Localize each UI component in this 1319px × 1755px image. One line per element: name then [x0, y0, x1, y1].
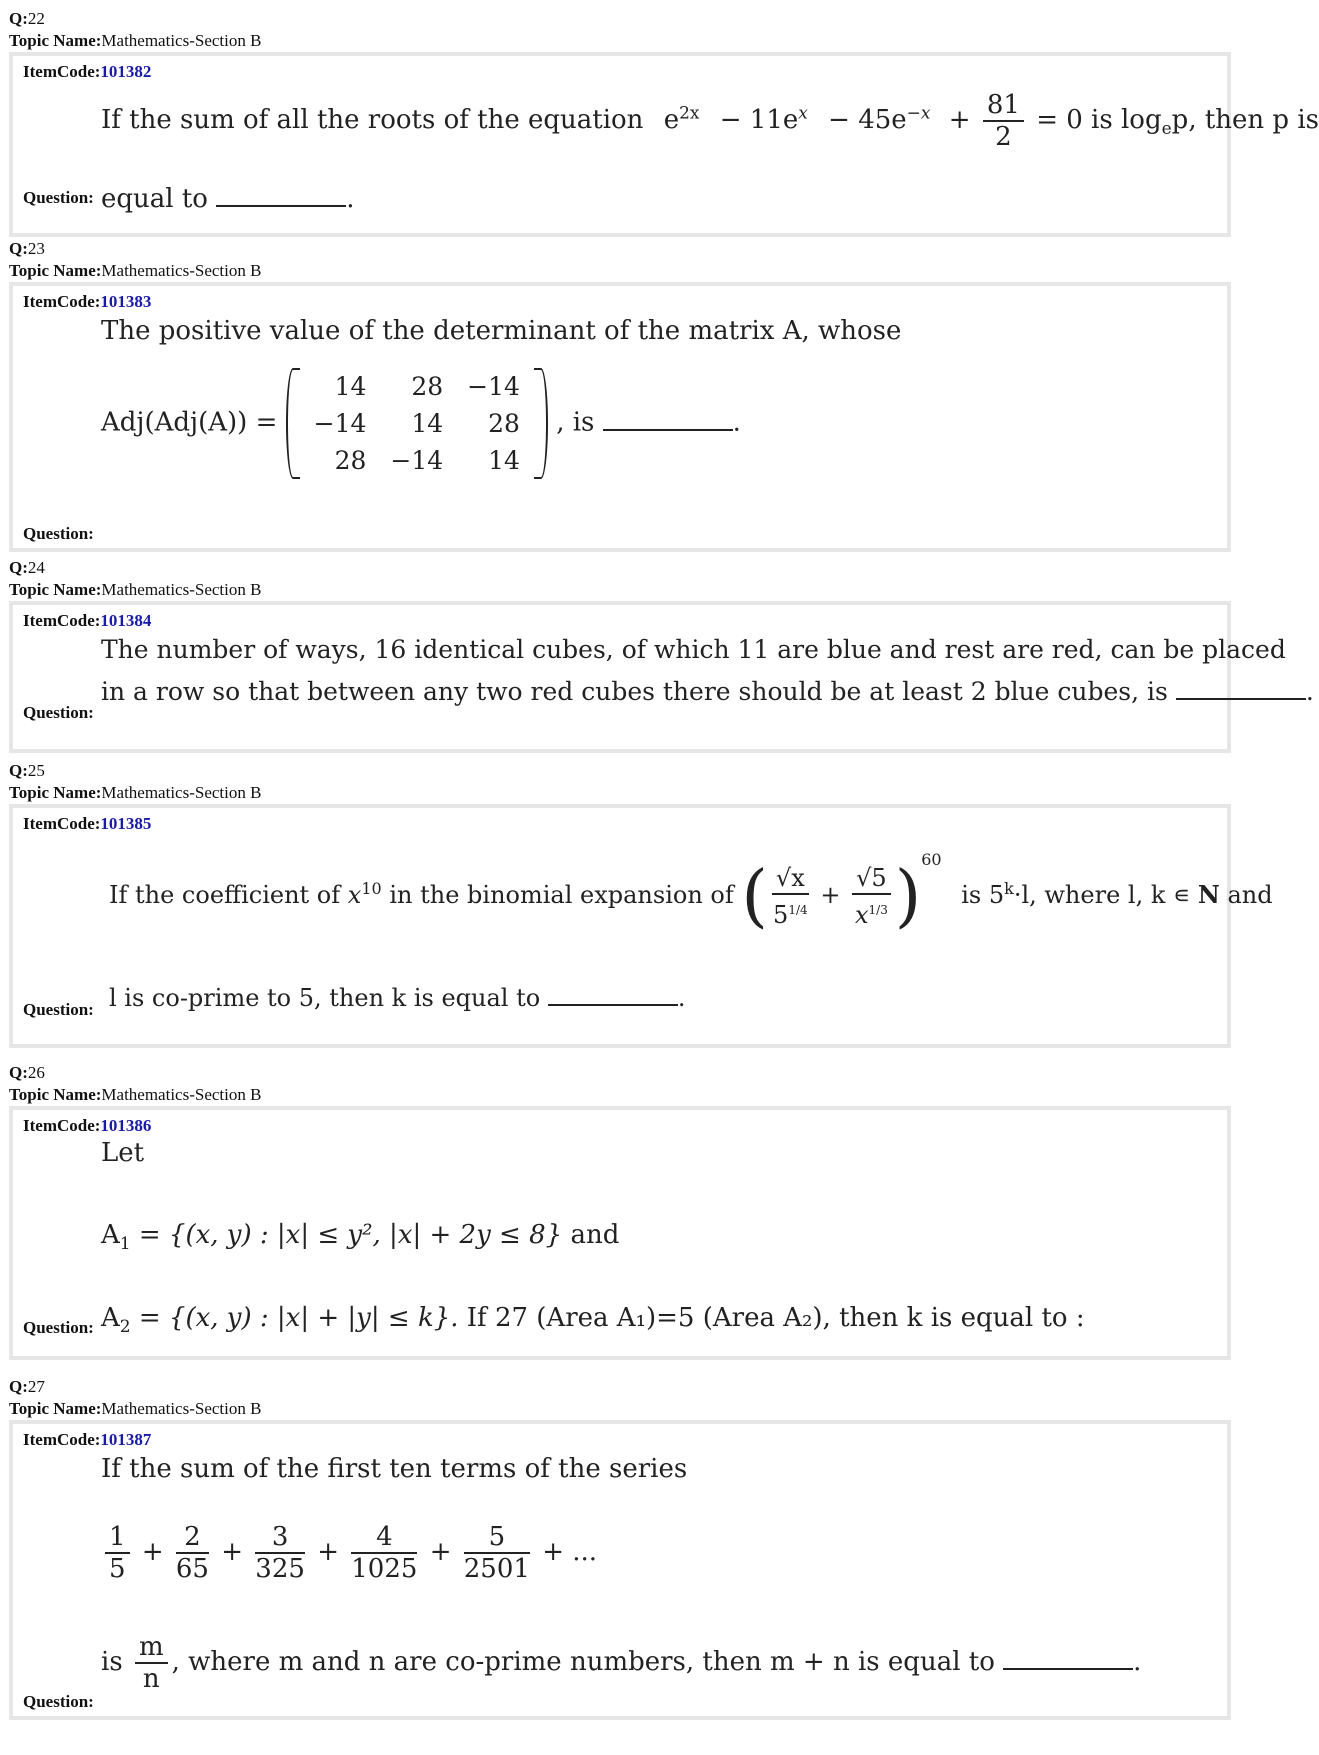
question-label: Question:: [23, 703, 94, 722]
question-header: [9, 760, 261, 804]
item-code: ItemCode:101384: [23, 611, 152, 630]
item-code: ItemCode:101386: [23, 1116, 152, 1135]
question-number: Q:27: [9, 1377, 45, 1396]
question-label: Question:: [23, 1318, 94, 1337]
question-image-line: in a row so that between any two red cubes there should be at least 2 blue cubes, is .: [101, 677, 1314, 706]
topic-name: Topic Name:Mathematics-Section B: [9, 1399, 262, 1418]
fraction: $\frac{81}{2}$: [983, 90, 1024, 152]
answer-blank: [548, 984, 678, 1006]
question-header: [9, 1062, 261, 1106]
question-image-line: If the coefficient of $x^{10}$ in the binomial expansion of ( $\frac{√x}{5^{1/4}}$ + $\frac{√5}{x^{1/3}}$ )$^{60}$ is $5^k\cdot l$, where l, k ∊ N and: [109, 850, 1273, 936]
matrix: 14 28 −14 −14 14 28 28 −14 14: [286, 368, 548, 479]
question-header: [9, 8, 261, 52]
fraction: $\frac{√x}{5^{1/4}}$: [773, 864, 808, 929]
question-header: [9, 1376, 261, 1420]
question-image-line: The positive value of the determinant of the matrix A, whose: [101, 316, 902, 346]
fraction: $\frac{1}{5}$: [105, 1522, 130, 1584]
question-label: Question:: [23, 524, 94, 543]
question-image-line: equal to .: [101, 184, 355, 214]
question-number: Q:24: [9, 558, 45, 577]
question-image-line: $\frac{1}{5}$ + $\frac{2}{65}$ + $\frac{3}{325}$ + $\frac{4}{1025}$ + $\frac{5}{2501}$ + ...: [101, 1522, 597, 1584]
question-image-line: Let: [101, 1138, 145, 1168]
answer-blank: [1003, 1648, 1133, 1670]
answer-blank: [603, 409, 733, 431]
question-image-line: is $\frac{m}{n}$ , where m and n are co-prime numbers, then m + n is equal to .: [101, 1632, 1142, 1694]
question-number: Q:25: [9, 761, 45, 780]
question-image-line: The number of ways, 16 identical cubes, of which 11 are blue and rest are red, can be placed: [101, 635, 1286, 664]
question-box: [9, 1420, 1231, 1720]
answer-blank: [1176, 678, 1306, 700]
answer-blank: [216, 185, 346, 207]
question-box: [9, 601, 1314, 753]
question-header: [9, 557, 261, 601]
fraction: $\frac{√5}{x^{1/3}}$: [852, 863, 891, 930]
fraction: $\frac{2}{65}$: [175, 1522, 209, 1584]
fraction: $\frac{m}{n}$: [135, 1632, 168, 1694]
question-box: [9, 282, 1231, 552]
question-header: [9, 238, 261, 282]
fraction: $\frac{3}{325}$: [255, 1522, 305, 1584]
question-number: Q:26: [9, 1063, 45, 1082]
question-image-line: If the sum of all the roots of the equation $e^{2x} - 11e^x - 45e^{-x}$ + $\frac{81}{2}$ = 0 is $\log_ep$, then p is: [101, 90, 1319, 152]
question-label: Question:: [23, 1692, 94, 1711]
question-number: Q:22: [9, 9, 45, 28]
question-box: [9, 804, 1273, 1048]
question-image-line: $A_1 = \{(x$, y) : |x| ≤ y², |x| + 2y ≤ 8} and: [101, 1220, 620, 1255]
question-image-line: If the sum of the first ten terms of the series: [101, 1454, 688, 1484]
item-code: ItemCode:101382: [23, 62, 152, 81]
question-box: [9, 52, 1319, 237]
topic-name: Topic Name:Mathematics-Section B: [9, 31, 262, 50]
topic-name: Topic Name:Mathematics-Section B: [9, 580, 262, 599]
topic-name: Topic Name:Mathematics-Section B: [9, 261, 262, 280]
question-image-line: $A_2 = \{(x$, y) : |x| + |y| ≤ k}. If 27 (Area A₁)=5 (Area A₂), then k is equal to :: [101, 1303, 1085, 1338]
item-code: ItemCode:101385: [23, 814, 152, 833]
question-image-line: l is co-prime to 5, then k is equal to .: [109, 984, 686, 1012]
fraction: $\frac{5}{2501}$: [463, 1522, 530, 1584]
fraction: $\frac{4}{1025}$: [351, 1522, 418, 1584]
item-code: ItemCode:101387: [23, 1430, 152, 1449]
question-label: Question:: [23, 1000, 94, 1019]
item-code: ItemCode:101383: [23, 292, 152, 311]
topic-name: Topic Name:Mathematics-Section B: [9, 783, 262, 802]
question-box: [9, 1106, 1231, 1360]
topic-name: Topic Name:Mathematics-Section B: [9, 1085, 262, 1104]
question-number: Q:23: [9, 239, 45, 258]
question-image-line: Adj(Adj(A)) = 14 28 −14 −14 14 28 28 −14 14 , is .: [101, 368, 741, 479]
question-label: Question:: [23, 188, 94, 207]
